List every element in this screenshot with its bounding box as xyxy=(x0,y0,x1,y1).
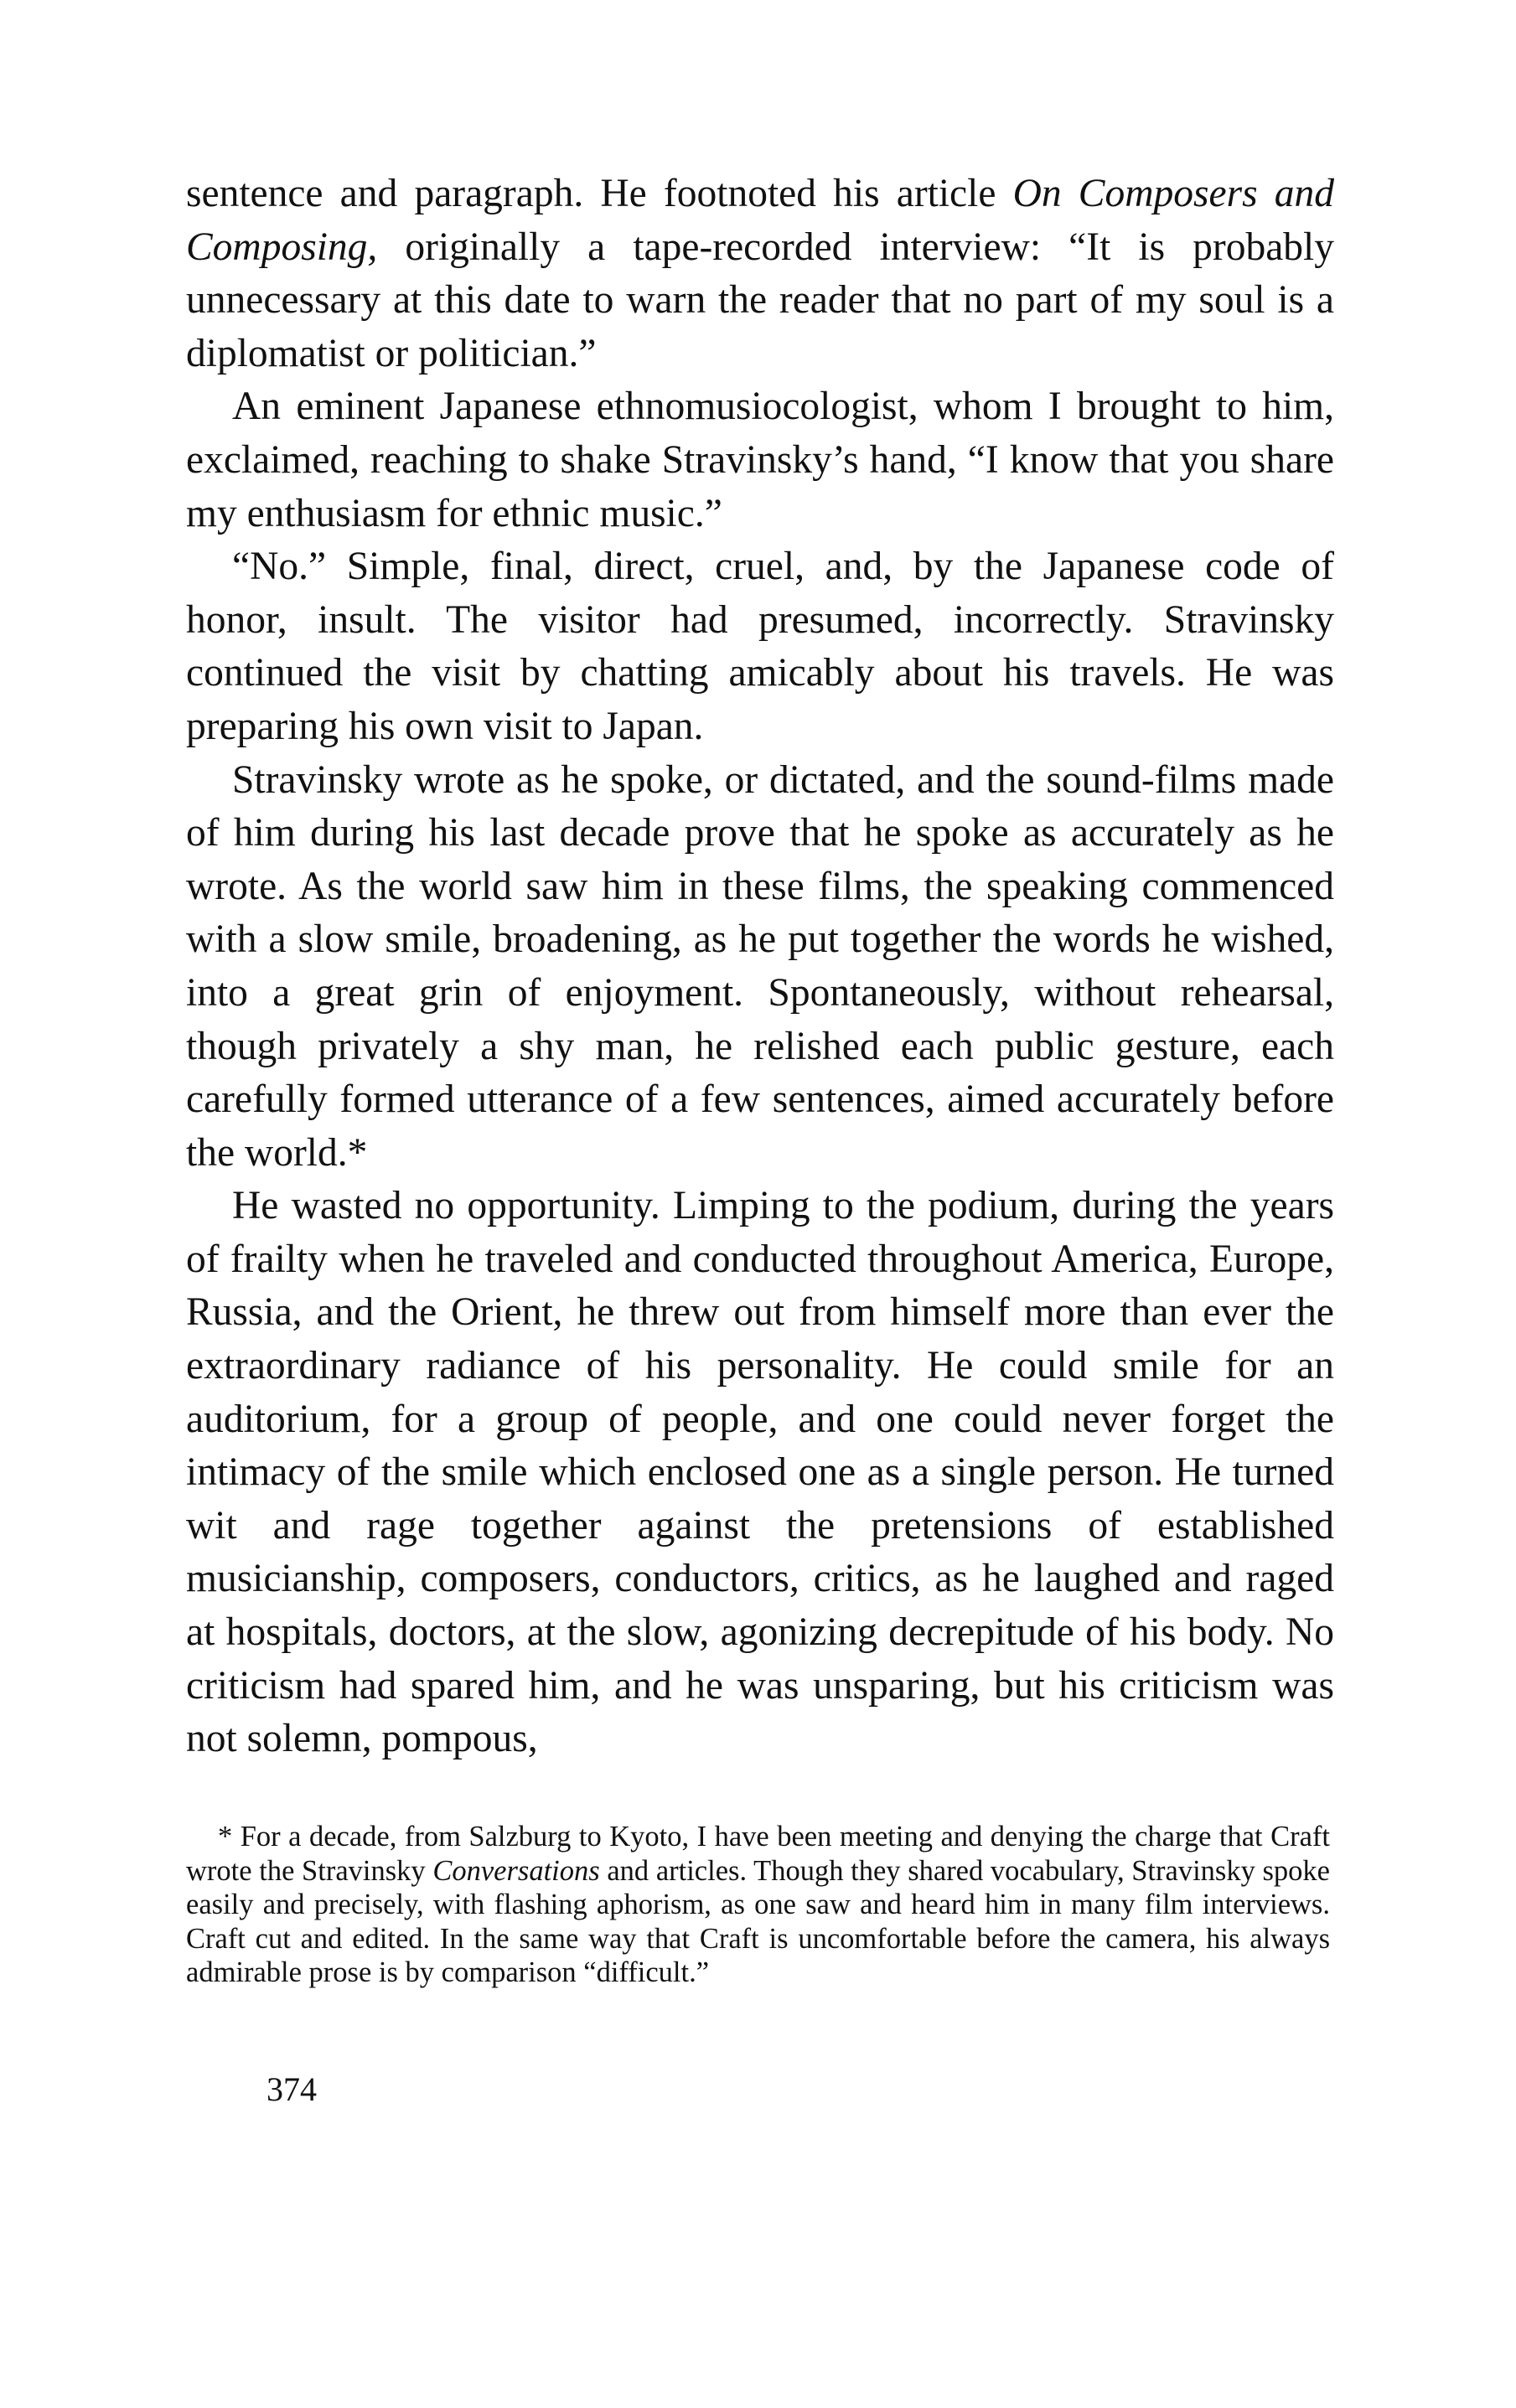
paragraph-2: An eminent Japanese ethnomusiocologist, whom I brought to him, exclaimed, reaching to shake Stravinsky’s hand, “I know that you share my enthusiasm for ethnic music.” xyxy=(186,385,1334,535)
footnote-text-a: * For a decade, from Salzburg to Kyoto, I have been meeting and denying the charge that Craft wrote the Stravinsky xyxy=(186,1821,1330,1887)
paragraph-5: He wasted no opportunity. Limping to the podium, during the years of frailty when he traveled and conducted throughout America, Europe, Russia, and the Orient, he threw out from himself more than ever the extraordinary radiance of his personality. He could smile for an auditorium, for a group of people, and one could never forget the intimacy of the smile which enclosed one as a single person. He turned wit and rage together against the pretensions of established musicianship, composers, conductors, critics, as he laughed and raged at hospitals, doctors, at the slow, agonizing decrepitude of his body. No criticism had spared him, and he was unsparing, but his criticism was not solemn, pompous, xyxy=(186,1184,1334,1761)
footnote-text-b: and articles. Though they shared vocabulary, Stravinsky spoke easily and precisely, with flashing aphorism, as one saw and heard him in many film interviews. Craft cut and edited. In the same way that Craft is uncomfortable before the camera, his always admirable prose is by comparison “difficult.” xyxy=(186,1854,1330,1988)
paragraph-3: “No.” Simple, final, direct, cruel, and, by the Japanese code of honor, insult. The visitor had presumed, incorrectly. Stravinsky continued the visit by chatting amicably about his travels. He was preparing his own visit to Japan. xyxy=(186,545,1334,748)
footnote-title: Conversations xyxy=(432,1854,600,1887)
paragraph-1-text-a: sentence and paragraph. He footnoted his article xyxy=(186,172,1013,215)
paragraph-1 xyxy=(186,168,1334,380)
page-number: 374 xyxy=(266,2070,317,2108)
paragraph-4: Stravinsky wrote as he spoke, or dictated, and the sound-films made of him during his last decade prove that he spoke as accurately as he wrote. As the world saw him in these films, the speaking commenced with a slow smile, broadening, as he put together the words he wished, into a great grin of enjoyment. Spontaneously, without rehearsal, though privately a shy man, he relished each public gesture, each carefully formed utterance of a few sentences, aimed accurately before the world.* xyxy=(186,757,1334,1175)
footnote-text xyxy=(186,1820,1330,1990)
article-title: On Composers and Composing, xyxy=(186,172,1334,269)
body-text xyxy=(186,168,1334,1766)
footnote xyxy=(186,1820,1330,1990)
paragraph-1-text-b: originally a tape-recorded interview: “It is probably unnecessary at this date to warn the reader that no part of my soul is a diplomatist or politician.” xyxy=(186,225,1334,375)
